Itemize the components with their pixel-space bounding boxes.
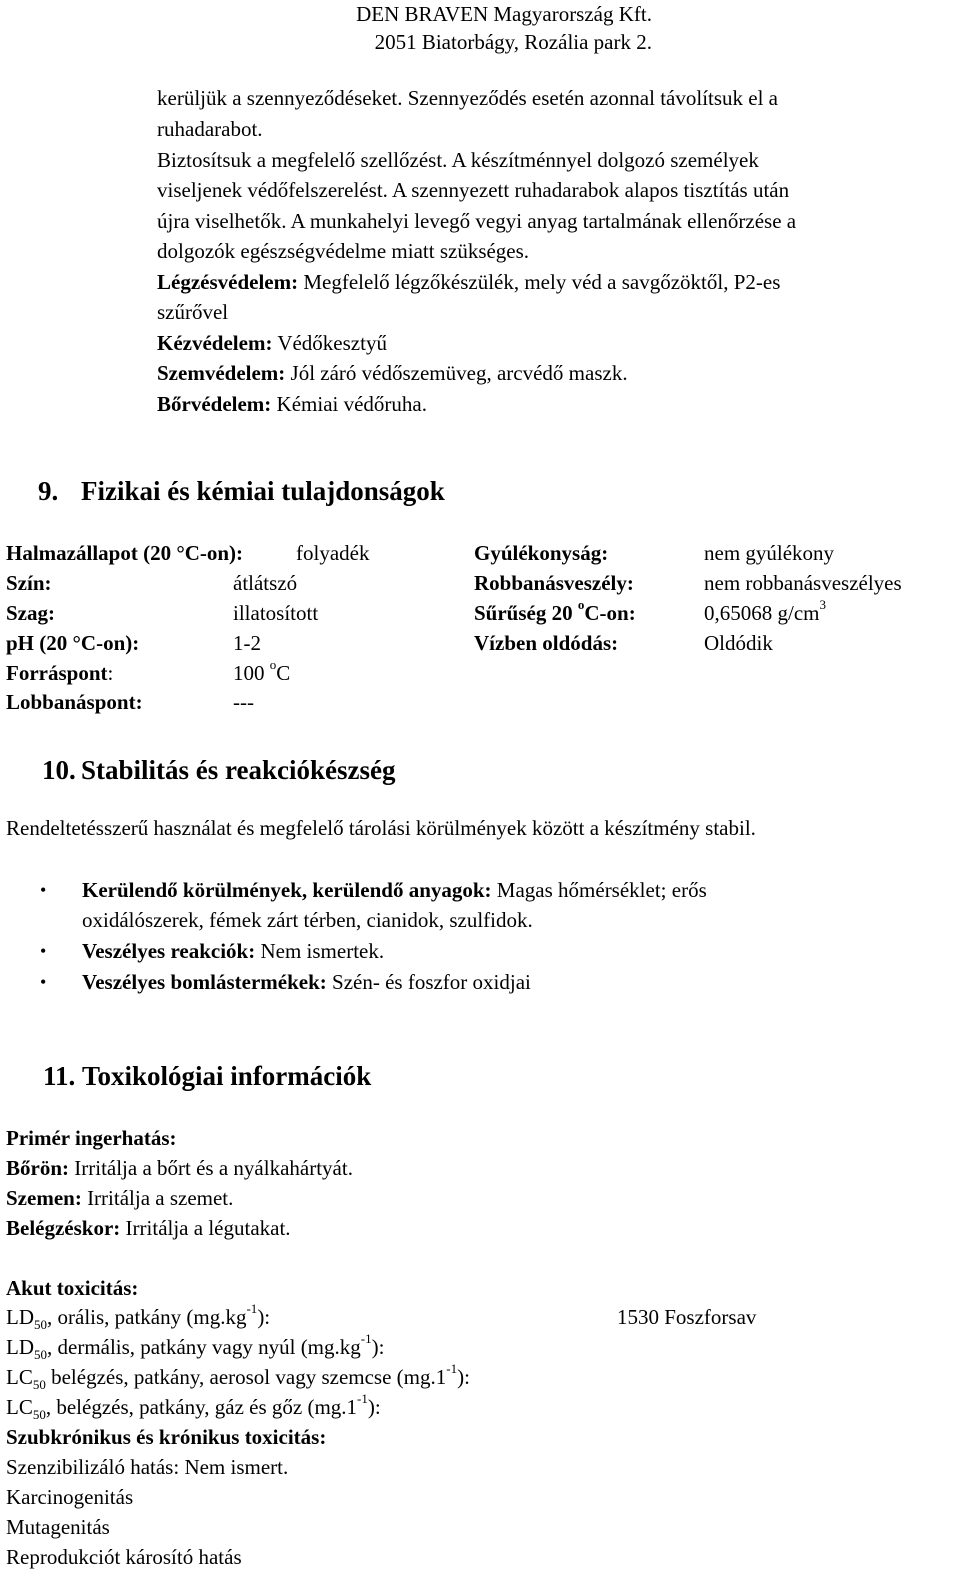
acute-toxicity-row [6,1391,381,1422]
tox-subscript: 50 [32,1407,46,1422]
respiratory-text-cont: szűrővel [157,300,229,324]
header-address: 2051 Biatorbágy, Rozália park 2. [374,30,652,54]
inhalation-effect-label: Belégzéskor: [6,1216,121,1240]
degree-sup: o [269,657,277,672]
property-value-unit: C [276,661,291,685]
section11-title: Toxikológiai információk [82,1061,372,1091]
tox-superscript: -1 [360,1331,372,1346]
section8-line: újra viselhetők. A munkahelyi levegő vegyi anyag tartalmának ellenőrzése a [157,209,797,233]
acute-toxicity-value: 1530 Foszforsav [617,1305,757,1329]
inhalation-effect-text: Irritálja a légutakat. [120,1216,291,1240]
acute-toxicity-row [6,1301,271,1332]
section10-number: 10. [42,755,76,785]
bullet-dot: • [40,941,47,961]
respiratory-label: Légzésvédelem: [157,270,299,294]
hand-text: Védőkesztyű [272,331,387,355]
section8-line: dolgozók egészségvédelme miatt szükséges. [157,239,530,263]
tox-tail: ): [457,1365,470,1389]
acute-toxicity-row [6,1331,385,1362]
bullet-text: Szén- és foszfor oxidjai [326,970,531,994]
header-company: DEN BRAVEN Magyarország Kft. [356,2,652,26]
property-label: Vízben oldódás: [474,631,619,655]
tox-subscript: 50 [34,1347,47,1362]
property-label: Szag: [6,601,55,625]
tox-subscript: 50 [34,1317,47,1332]
bullet-item-cont: oxidálószerek, fémek zárt térben, cianidok, szulfidok. [82,908,533,932]
bullet-label: Kerülendő körülmények, kerülendő anyagok: [82,878,492,902]
property-value-text: 0,65068 g/cm [704,601,820,625]
skin-text: Kémiai védőruha. [271,392,427,416]
property-value: nem robbanásveszélyes [704,571,902,595]
acute-toxicity-heading: Akut toxicitás: [6,1276,139,1300]
bullet-dot: • [40,972,47,992]
tox-tail: ): [371,1335,385,1359]
eye-effect [6,1186,233,1211]
property-label: pH (20 °C-on): [6,631,140,655]
property-value: --- [233,690,254,714]
tox-line: Mutagenitás [6,1515,110,1539]
primary-irritation-heading: Primér ingerhatás: [6,1126,177,1150]
skin-effect [6,1156,353,1181]
section8-line: kerüljük a szennyeződéseket. Szennyeződés esetén azonnal távolítsuk el a [157,86,779,110]
property-value: 1-2 [233,631,261,655]
property-label: Robbanásveszély: [474,571,634,595]
property-value: Oldódik [704,631,773,655]
tox-desc: , belégzés, patkány, gáz és gőz (mg.1 [45,1395,358,1419]
inhalation-effect [6,1216,291,1241]
respiratory-protection [157,270,780,295]
property-value [233,657,291,686]
tox-tail: ): [257,1305,271,1329]
property-value: nem gyúlékony [704,541,835,565]
bullet-item [82,878,707,903]
section11-number: 11. [43,1061,76,1091]
section8-line: ruhadarabot. [157,117,263,141]
section9-title: Fizikai és kémiai tulajdonságok [81,476,445,506]
respiratory-text: Megfelelő légzőkészülék, mely véd a savgőzöktől, P2-es [298,270,781,294]
property-label-tail: C-on: [584,601,636,625]
cube-sup: 3 [819,597,826,612]
property-row [6,541,243,566]
property-label-text: Sűrűség 20 [474,601,578,625]
property-label: Lobbanáspont: [6,690,143,714]
tox-abbrev: LC [6,1395,33,1419]
tox-subscript: 50 [32,1377,46,1392]
property-label-suffix: : [107,661,114,685]
tox-desc: , orális, patkány (mg.kg [47,1305,247,1329]
section9-number: 9. [38,476,59,506]
property-label: Szín: [6,571,52,595]
acute-toxicity-row [6,1361,470,1392]
skin-label: Bőrvédelem: [157,392,272,416]
bullet-dot: • [40,880,47,900]
eye-label: Szemvédelem: [157,361,286,385]
property-value [704,597,826,626]
hand-protection [157,331,387,356]
hand-label: Kézvédelem: [157,331,273,355]
property-label: Forráspont [6,661,108,685]
property-value: átlátszó [233,571,298,595]
tox-abbrev: LD [6,1335,34,1359]
tox-abbrev: LD [6,1305,34,1329]
tox-abbrev: LC [6,1365,33,1389]
section8-line: Biztosítsuk a megfelelő szellőzést. A készítménnyel dolgozó személyek [157,148,759,172]
skin-protection [157,392,427,417]
tox-desc: belégzés, patkány, aerosol vagy szemcse (mg.1 [45,1365,447,1389]
bullet-item [82,970,531,995]
property-label [474,597,636,626]
property-value: illatosított [233,601,319,625]
eye-text: Jól záró védőszemüveg, arcvédő maszk. [285,361,628,385]
skin-effect-text: Irritálja a bőrt és a nyálkahártyát. [69,1156,353,1180]
tox-desc: , dermális, patkány vagy nyúl (mg.kg [47,1335,361,1359]
property-label: Halmazállapot (20 °C-on): [6,541,244,565]
eye-effect-text: Irritálja a szemet. [81,1186,234,1210]
bullet-label: Veszélyes reakciók: [82,939,256,963]
property-label: Gyúlékonyság: [474,541,609,565]
property-value-text: 100 [233,661,270,685]
eye-protection [157,361,628,386]
tox-line: Karcinogenitás [6,1485,134,1509]
bullet-text: Magas hőmérséklet; erős [491,878,707,902]
tox-superscript: -1 [246,1301,258,1316]
bullet-text: Nem ismertek. [255,939,385,963]
section10-intro: Rendeltetésszerű használat és megfelelő tárolási körülmények között a készítmény stabil. [6,816,756,840]
bullet-label: Veszélyes bomlástermékek: [82,970,327,994]
skin-effect-label: Bőrön: [6,1156,69,1180]
section8-line: viseljenek védőfelszerelést. A szennyezett ruhadarabok alapos tisztítás után [157,178,790,202]
property-value: folyadék [296,541,370,565]
chronic-toxicity-heading: Szubkrónikus és krónikus toxicitás: [6,1425,327,1449]
eye-effect-label: Szemen: [6,1186,82,1210]
bullet-item [82,939,384,964]
tox-line: Reprodukciót károsító hatás [6,1545,242,1569]
tox-line: Szenzibilizáló hatás: Nem ismert. [6,1455,289,1479]
property-row [6,661,113,686]
tox-superscript: -1 [357,1391,368,1406]
section10-title: Stabilitás és reakciókészség [81,755,396,785]
tox-superscript: -1 [446,1361,458,1376]
degree-sup: o [577,597,585,612]
tox-tail: ): [367,1395,381,1419]
